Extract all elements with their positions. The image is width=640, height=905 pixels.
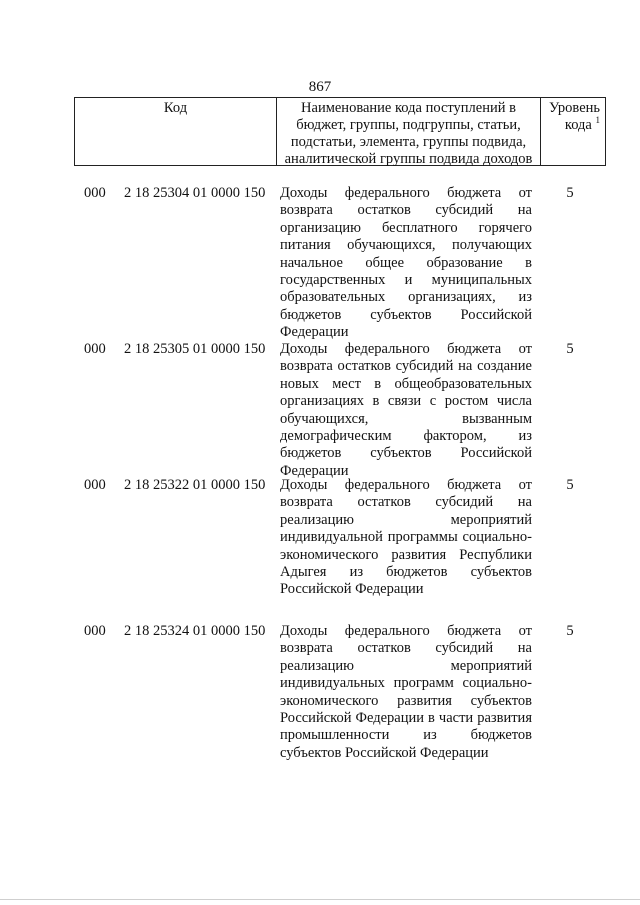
header-name-column xyxy=(276,98,540,165)
name-line: бюджетов субъектов Российской xyxy=(280,306,532,323)
revenue-code-cell: 2 18 25305 01 0000 150 xyxy=(124,341,266,357)
name-line: Доходы федерального бюджета от xyxy=(280,341,532,357)
name-line: Доходы федерального бюджета от xyxy=(280,477,532,493)
header-level-text: кода xyxy=(564,117,592,133)
header-name-line: Наименование кода поступлений в xyxy=(301,100,516,116)
table-row xyxy=(0,477,640,623)
level-cell: 5 xyxy=(566,623,574,639)
name-line: демографическим фактором, из xyxy=(280,428,532,445)
name-line: бюджетов субъектов Российской xyxy=(280,445,532,462)
name-line: Российской Федерации xyxy=(280,581,424,598)
name-line: возврата остатков субсидий на xyxy=(280,640,532,657)
revenue-code-cell: 2 18 25304 01 0000 150 xyxy=(124,185,266,201)
name-line: возврата остатков субсидий на xyxy=(280,202,532,219)
name-line: возврата остатков субсидий на создание xyxy=(280,358,532,375)
name-line: обучающихся, вызванным xyxy=(280,410,532,427)
name-line: субъектов Российской Федерации xyxy=(280,744,489,761)
header-level-line2 xyxy=(541,117,600,134)
name-line: начальное общее образование в xyxy=(280,254,532,271)
name-line: организациях в связи с ростом числа xyxy=(280,393,532,410)
name-line: государственных и муниципальных xyxy=(280,272,532,289)
admin-code-cell: 000 xyxy=(84,341,106,357)
table-body xyxy=(0,185,640,763)
admin-code-cell: 000 xyxy=(84,477,106,493)
name-line: Российской Федерации в части развития xyxy=(280,710,532,727)
revenue-code-cell: 2 18 25324 01 0000 150 xyxy=(124,623,266,639)
name-line: экономического развития Республики xyxy=(280,546,532,563)
page-bottom-edge xyxy=(0,899,640,900)
header-name-line: подстатьи, элемента, группы подвида, xyxy=(290,134,527,150)
name-line: реализацию мероприятий xyxy=(280,657,532,674)
revenue-name-cell xyxy=(280,623,532,762)
table-row xyxy=(0,341,640,477)
name-line: Федерации xyxy=(280,324,349,341)
revenue-name-cell xyxy=(280,341,532,480)
page-number: 867 xyxy=(308,79,332,95)
header-name-line: аналитической группы подвида доходов xyxy=(284,151,533,167)
name-line: возврата остатков субсидий на xyxy=(280,494,532,511)
footnote-marker: 1 xyxy=(595,115,600,126)
table-row xyxy=(0,623,640,763)
name-line: реализацию мероприятий xyxy=(280,511,532,528)
revenue-code-cell: 2 18 25322 01 0000 150 xyxy=(124,477,266,493)
level-cell: 5 xyxy=(566,185,574,201)
revenue-name-cell xyxy=(280,185,532,342)
header-code-column: Код xyxy=(163,100,188,116)
name-line: индивидуальной программы социально- xyxy=(280,529,532,546)
admin-code-cell: 000 xyxy=(84,623,106,639)
name-line: новых мест в общеобразовательных xyxy=(280,375,532,392)
header-name-line: бюджет, группы, подгруппы, статьи, xyxy=(296,117,521,133)
table-row xyxy=(0,185,640,341)
name-line: питания обучающихся, получающих xyxy=(280,237,532,254)
header-level-column xyxy=(540,98,605,165)
name-line: Доходы федерального бюджета от xyxy=(280,185,532,201)
name-line: образовательных организациях, из xyxy=(280,289,532,306)
revenue-name-cell xyxy=(280,477,532,599)
name-line: организацию бесплатного горячего xyxy=(280,219,532,236)
name-line: индивидуальных программ социально- xyxy=(280,675,532,692)
level-cell: 5 xyxy=(566,341,574,357)
name-line: экономического развития субъектов xyxy=(280,692,532,709)
name-line: Адыгея из бюджетов субъектов xyxy=(280,564,532,581)
level-cell: 5 xyxy=(566,477,574,493)
name-line: промышленности из бюджетов xyxy=(280,727,532,744)
name-line: Доходы федерального бюджета от xyxy=(280,623,532,639)
table-header xyxy=(74,97,606,166)
name-line: Федерации xyxy=(280,462,349,479)
header-level-line: Уровень xyxy=(548,100,600,116)
admin-code-cell: 000 xyxy=(84,185,106,201)
